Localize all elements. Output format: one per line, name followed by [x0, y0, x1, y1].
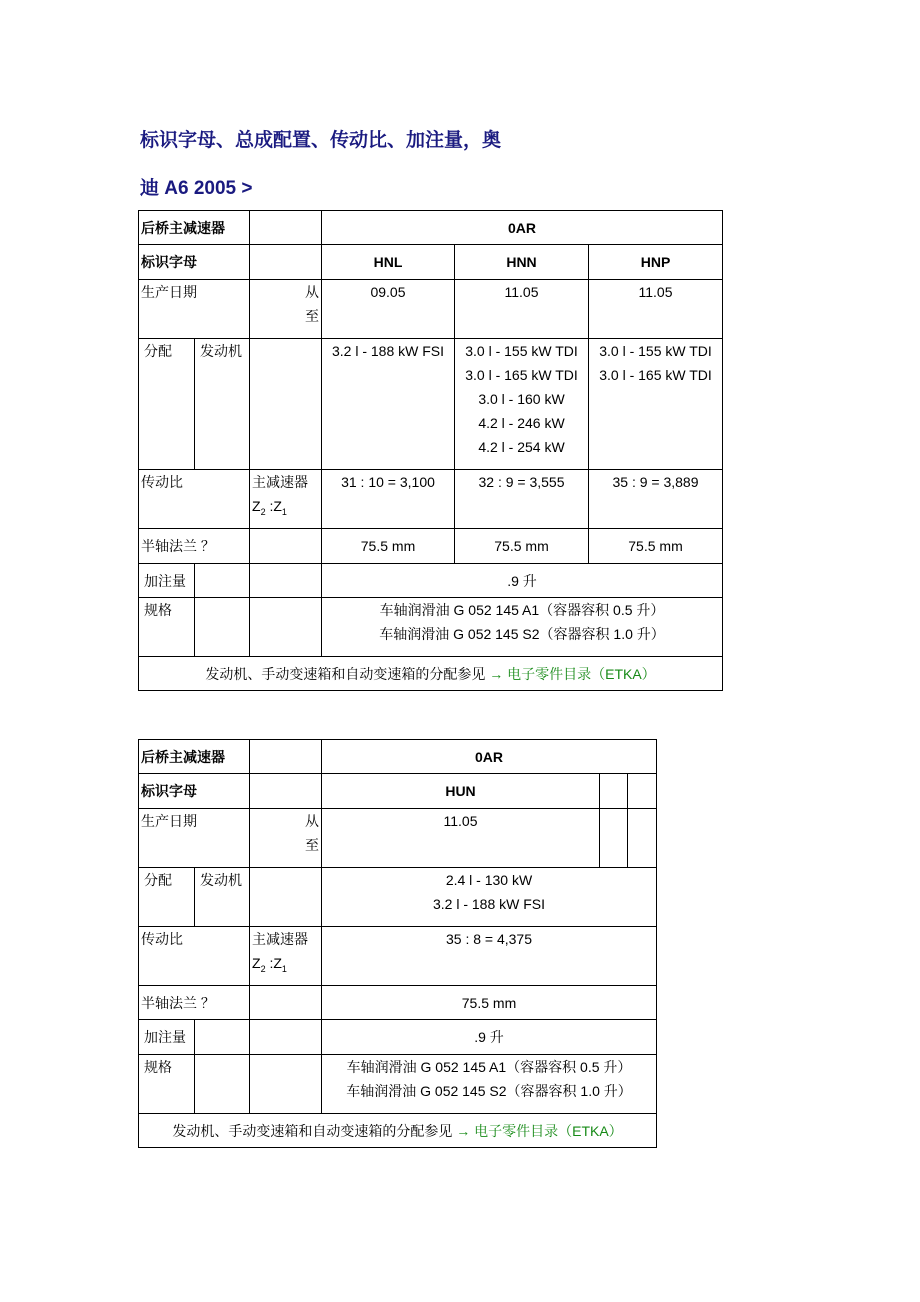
code-cell: HNN [455, 245, 589, 280]
engine-list [322, 868, 657, 927]
empty-cell [195, 1055, 250, 1114]
spec-label: 规格 [139, 598, 195, 657]
arrow-right-icon: → [456, 1122, 471, 1139]
fill-value: .9 升 [322, 564, 723, 598]
from-to-label [250, 280, 322, 339]
engine-label: 发动机 [195, 868, 250, 927]
page-title-line-1: 标识字母、总成配置、传动比、加注量，奥 [140, 130, 502, 151]
id-letters-label: 标识字母 [139, 245, 250, 280]
engine-item: 3.0 l - 155 kW TDI [599, 343, 712, 359]
date-cell: 11.05 [589, 280, 723, 339]
empty-cell [250, 529, 322, 564]
page-title-line-2: 迪 A6 2005 > [140, 178, 253, 199]
ratio-label: 传动比 [139, 927, 250, 986]
footer-row [139, 657, 723, 691]
assembly-row [139, 211, 723, 245]
date-cell: 11.05 [455, 280, 589, 339]
empty-cell [195, 598, 250, 657]
etka-link[interactable]: 电子零件目录（ETKA） [503, 665, 656, 682]
date-cell: 11.05 [322, 809, 600, 868]
final-drive-text: 主减速器 [252, 931, 308, 947]
fill-label: 加注量 [139, 1020, 195, 1055]
ratio-cell: 35 : 9 = 3,889 [589, 470, 723, 529]
footer-note [139, 1114, 657, 1148]
engine-item: 3.0 l - 165 kW TDI [465, 367, 578, 383]
prod-date-row [139, 280, 723, 339]
etka-link[interactable]: 电子零件目录（ETKA） [470, 1122, 623, 1139]
final-drive-label [250, 927, 322, 986]
ratio-label: 传动比 [139, 470, 250, 529]
id-letters-row [139, 774, 657, 809]
empty-cell [250, 1020, 322, 1055]
spec-row [139, 1055, 657, 1114]
engine-item: 4.2 l - 246 kW [478, 415, 565, 431]
footer-text: 发动机、手动变速箱和自动变速箱的分配参见 [172, 1122, 457, 1139]
flange-cell: 75.5 mm [322, 529, 455, 564]
empty-cell [250, 245, 322, 280]
engine-item: 3.0 l - 160 kW [478, 391, 565, 407]
engine-item: 4.2 l - 254 kW [478, 439, 565, 455]
empty-cell [600, 774, 628, 809]
empty-cell [250, 564, 322, 598]
assembly-label: 后桥主减速器 [139, 740, 250, 774]
empty-cell [195, 1020, 250, 1055]
empty-cell [250, 598, 322, 657]
prod-date-row [139, 809, 657, 868]
empty-cell [250, 339, 322, 470]
fill-value: .9 升 [322, 1020, 657, 1055]
id-letters-label: 标识字母 [139, 774, 250, 809]
assembly-code: 0AR [322, 740, 657, 774]
spec-list [322, 598, 723, 657]
engine-item: 2.4 l - 130 kW [445, 872, 533, 888]
engine-list [322, 339, 455, 470]
ratio-cell: 31 : 10 = 3,100 [322, 470, 455, 529]
spec-table-2 [138, 739, 657, 1148]
flange-label: 半轴法兰 ？ [139, 986, 250, 1020]
spec-label: 规格 [139, 1055, 195, 1114]
assembly-code: 0AR [322, 211, 723, 245]
spec-item: 车轴润滑油 G 052 145 A1（容器容积 0.5 升） [379, 602, 665, 618]
final-drive-text: 主减速器 [252, 474, 308, 490]
flange-cell: 75.5 mm [455, 529, 589, 564]
engine-row [139, 339, 723, 470]
to-label: 至 [305, 308, 319, 324]
ratio-row [139, 470, 723, 529]
date-cell: 09.05 [322, 280, 455, 339]
empty-cell [195, 564, 250, 598]
empty-cell [628, 809, 657, 868]
code-cell: HNL [322, 245, 455, 280]
spec-item: 车轴润滑油 G 052 145 S2（容器容积 1.0 升） [346, 1083, 632, 1099]
code-cell: HNP [589, 245, 723, 280]
flange-cell: 75.5 mm [589, 529, 723, 564]
engine-item: 3.0 l - 165 kW TDI [599, 367, 712, 383]
empty-cell [250, 211, 322, 245]
engine-item: 3.0 l - 155 kW TDI [465, 343, 578, 359]
engine-list [455, 339, 589, 470]
code-cell: HUN [322, 774, 600, 809]
footer-row [139, 1114, 657, 1148]
spec-table-1 [138, 210, 723, 691]
spec-row [139, 598, 723, 657]
empty-cell [628, 774, 657, 809]
from-label: 从 [305, 813, 319, 829]
assignment-label: 分配 [139, 339, 195, 470]
prod-date-label: 生产日期 [139, 280, 250, 339]
empty-cell [250, 740, 322, 774]
assembly-label: 后桥主减速器 [139, 211, 250, 245]
id-letters-row [139, 245, 723, 280]
empty-cell [250, 868, 322, 927]
flange-row [139, 529, 723, 564]
empty-cell [250, 986, 322, 1020]
footer-note [139, 657, 723, 691]
engine-row [139, 868, 657, 927]
flange-cell: 75.5 mm [322, 986, 657, 1020]
fill-label: 加注量 [139, 564, 195, 598]
spec-item: 车轴润滑油 G 052 145 A1（容器容积 0.5 升） [346, 1059, 632, 1075]
assembly-row [139, 740, 657, 774]
empty-cell [600, 809, 628, 868]
z-ratio-label: $Z_2$ $:Z_1$ [252, 498, 287, 517]
flange-label: 半轴法兰 ？ [139, 529, 250, 564]
empty-cell [250, 1055, 322, 1114]
engine-item: 3.2 l - 188 kW FSI [432, 896, 546, 912]
to-label: 至 [305, 837, 319, 853]
final-drive-label [250, 470, 322, 529]
ratio-cell: 35 : 8 = 4,375 [322, 927, 657, 986]
engine-list [589, 339, 723, 470]
flange-row [139, 986, 657, 1020]
engine-label: 发动机 [195, 339, 250, 470]
arrow-right-icon: → [489, 665, 504, 682]
spec-list [322, 1055, 657, 1114]
spec-item: 车轴润滑油 G 052 145 S2（容器容积 1.0 升） [379, 626, 665, 642]
prod-date-label: 生产日期 [139, 809, 250, 868]
assignment-label: 分配 [139, 868, 195, 927]
fill-row [139, 564, 723, 598]
empty-cell [250, 774, 322, 809]
from-label: 从 [305, 284, 319, 300]
fill-row [139, 1020, 657, 1055]
ratio-row [139, 927, 657, 986]
footer-text: 发动机、手动变速箱和自动变速箱的分配参见 [205, 665, 490, 682]
engine-item: 3.2 l - 188 kW FSI [331, 343, 445, 359]
z-ratio-label: $Z_2$ $:Z_1$ [252, 955, 287, 974]
from-to-label [250, 809, 322, 868]
ratio-cell: 32 : 9 = 3,555 [455, 470, 589, 529]
